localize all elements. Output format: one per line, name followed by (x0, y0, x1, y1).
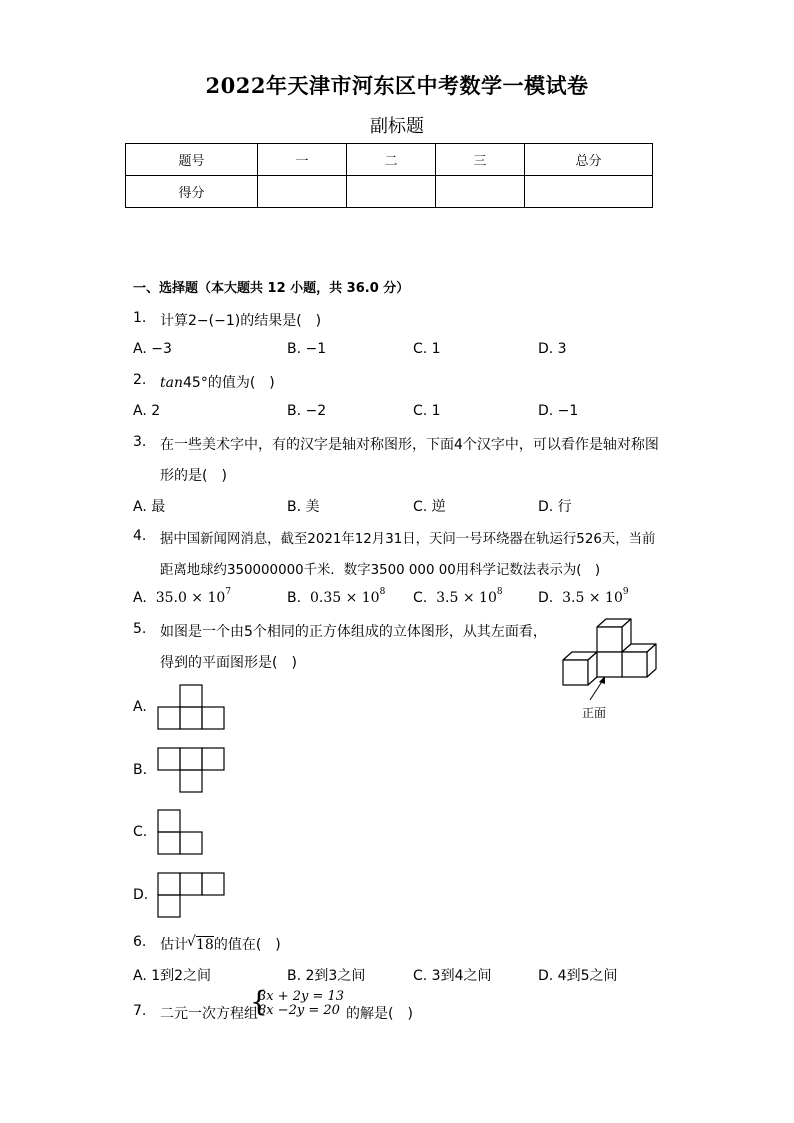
q3-option-c: C. 逆 (413, 499, 446, 515)
question-number: 5. (133, 621, 147, 637)
q5-option-b-label: B. (133, 762, 148, 778)
q1-option-a: A. −3 (133, 341, 172, 357)
q1-option-b: B. −1 (287, 341, 327, 357)
q2-option-a: A. 2 (133, 403, 161, 419)
q3-option-a: A. 最 (133, 499, 166, 515)
question-text-line2: 距离地球约350000000千米．数字3500 000 00用科学记数法表示为( ) (160, 563, 601, 578)
q4-option-b (287, 587, 386, 606)
exponent: 7 (225, 587, 232, 597)
score-header-cell: 题号 (126, 144, 258, 176)
sqrt-icon: √ (187, 934, 196, 950)
score-cell[interactable] (525, 176, 653, 208)
option-label: C. (413, 590, 428, 606)
option-value: 3.5 × 10 (562, 590, 623, 606)
q4-option-a (133, 587, 232, 606)
question-number: 3. (133, 434, 147, 450)
page-subtitle: 副标题 (370, 116, 424, 137)
score-header-cell: 一 (258, 144, 347, 176)
score-header-cell: 二 (347, 144, 436, 176)
section-heading: 一、选择题（本大题共 12 小题，共 36.0 分） (133, 281, 410, 296)
q5-option-c-label: C. (133, 824, 148, 840)
question-text-post: 的值在( ) (213, 937, 281, 953)
q3-option-b: B. 美 (287, 499, 320, 515)
exponent: 9 (622, 587, 629, 597)
score-row-label: 得分 (126, 176, 258, 208)
cube-solid-figure (555, 612, 665, 704)
q2-option-b: B. −2 (287, 403, 327, 419)
exponent: 8 (379, 587, 386, 597)
brace-icon: { (250, 985, 268, 1018)
question-text-pre: 估计 (160, 937, 188, 953)
sqrt-expression (187, 934, 214, 953)
question-text-line2: 得到的平面图形是( ) (160, 655, 297, 671)
q6-option-d: D. 4到5之间 (538, 968, 618, 984)
q4-option-d (538, 587, 629, 606)
q2-option-c: C. 1 (413, 403, 441, 419)
question-number: 7. (133, 1003, 147, 1019)
question-number: 6. (133, 934, 147, 950)
score-cell[interactable] (347, 176, 436, 208)
score-table-header-row (126, 144, 653, 176)
question-text-rest: 45°的值为( ) (183, 375, 275, 391)
question-text-line1: 如图是一个由5个相同的正方体组成的立体图形，从其左面看， (160, 624, 547, 640)
question-text-post: 的解是( ) (346, 1006, 413, 1022)
option-value: 0.35 × 10 (309, 590, 380, 606)
q1-option-d: D. 3 (538, 341, 567, 357)
score-cell[interactable] (258, 176, 347, 208)
q5-option-b-figure (157, 747, 227, 795)
q3-option-d: D. 行 (538, 499, 572, 515)
question-number: 1. (133, 310, 147, 326)
question-text-line1: 在一些美术字中，有的汉字是轴对称图形，下面4个汉字中，可以看作是轴对称图 (160, 437, 659, 453)
equation-1: 3x + 2y = 13 (258, 989, 345, 1004)
exponent: 8 (496, 587, 503, 597)
option-value: 35.0 × 10 (155, 590, 226, 606)
page-title: 2022年天津市河东区中考数学一模试卷 (205, 73, 589, 98)
equation-2: 8x −2y = 20 (258, 1003, 340, 1018)
question-text: 计算2−(−1)的结果是( ) (160, 313, 322, 329)
q6-option-c: C. 3到4之间 (413, 968, 492, 984)
radicand: 18 (196, 937, 214, 953)
q5-option-a-figure (157, 684, 227, 732)
option-value: 3.5 × 10 (436, 590, 497, 606)
question-text-line2: 形的是( ) (160, 468, 227, 484)
question-text-line1: 据中国新闻网消息，截至2021年12月31日，天问一号环绕器在轨运行526天，当前 (160, 532, 656, 547)
q6-option-a: A. 1到2之间 (133, 968, 212, 984)
question-text (160, 934, 281, 954)
q5-option-d-label: D. (133, 887, 149, 903)
question-text-pre: 二元一次方程组 (160, 1006, 258, 1022)
q5-option-d-figure (157, 872, 231, 920)
question-number: 2. (133, 372, 147, 388)
q2-option-d: D. −1 (538, 403, 579, 419)
tan-function: tan (160, 375, 183, 391)
score-table-score-row (126, 176, 653, 208)
option-label: D. (538, 590, 554, 606)
score-header-cell: 三 (436, 144, 525, 176)
q1-option-c: C. 1 (413, 341, 441, 357)
score-table (125, 143, 653, 208)
figure-caption: 正面 (582, 706, 607, 720)
q5-option-c-figure (157, 809, 207, 857)
question-text (160, 372, 275, 392)
option-label: B. (287, 590, 302, 606)
equation-system (258, 990, 344, 1018)
q4-option-c (413, 587, 503, 606)
q5-option-a-label: A. (133, 699, 147, 715)
question-number: 4. (133, 528, 147, 544)
score-cell[interactable] (436, 176, 525, 208)
score-header-cell: 总分 (525, 144, 653, 176)
q6-option-b: B. 2到3之间 (287, 968, 366, 984)
option-label: A. (133, 590, 147, 606)
